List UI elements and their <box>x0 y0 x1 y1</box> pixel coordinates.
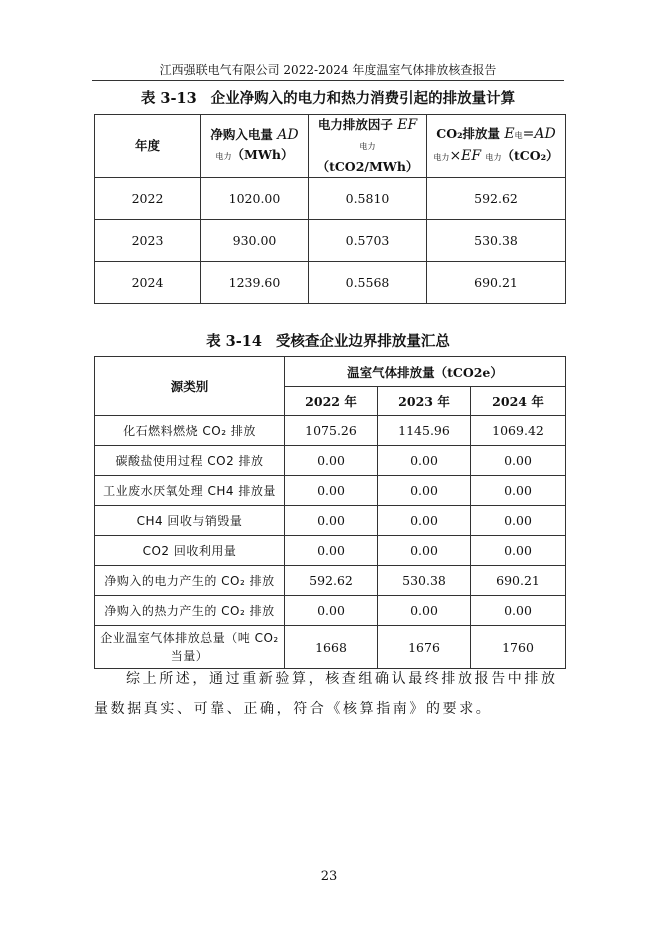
total-2024-cell: 1760 <box>471 626 566 669</box>
page-header: 江西强联电气有限公司 2022-2024 年度温室气体排放核查报告 <box>159 63 497 77</box>
value-2022-cell: 592.62 <box>285 566 378 596</box>
ad-symbol: AD <box>277 127 299 143</box>
table-row <box>95 262 566 304</box>
value-2024-cell: 0.00 <box>471 446 566 476</box>
table1-header-row <box>95 115 566 178</box>
ad-cell: 1239.60 <box>201 262 309 304</box>
ad-cell: 930.00 <box>201 220 309 262</box>
value-2022-cell: 1075.26 <box>285 416 378 446</box>
value-2024-cell: 1069.42 <box>471 416 566 446</box>
table1-caption-number: 表 3-13 <box>140 90 197 107</box>
table1-header-emission <box>427 115 566 178</box>
emission-cell: 592.62 <box>427 178 566 220</box>
value-2023-cell: 1145.96 <box>378 416 471 446</box>
value-2022-cell: 0.00 <box>285 596 378 626</box>
value-2024-cell: 0.00 <box>471 536 566 566</box>
ad-subscript: 电力 <box>215 152 232 161</box>
em-unit: （tCO₂） <box>501 148 559 163</box>
ef-cell: 0.5703 <box>309 220 427 262</box>
table2-header-2024: 2024 年 <box>471 387 566 416</box>
emission-summary-table <box>94 356 566 669</box>
table-row <box>95 596 566 626</box>
value-2022-cell: 0.00 <box>285 506 378 536</box>
table2-caption-title: 受核查企业边界排放量汇总 <box>275 333 450 350</box>
em-label: CO₂排放量 <box>436 126 501 141</box>
value-2022-cell: 0.00 <box>285 536 378 566</box>
table1-header-ef <box>309 115 427 178</box>
table2-header-group: 温室气体排放量（tCO2e） <box>285 357 566 387</box>
value-2023-cell: 0.00 <box>378 506 471 536</box>
total-2023-cell: 1676 <box>378 626 471 669</box>
value-2023-cell: 0.00 <box>378 536 471 566</box>
value-2024-cell: 0.00 <box>471 476 566 506</box>
table1-header-ad <box>201 115 309 178</box>
table-row <box>95 566 566 596</box>
ef-unit: （tCO2/MWh） <box>316 159 419 174</box>
value-2023-cell: 0.00 <box>378 476 471 506</box>
table-row <box>95 506 566 536</box>
value-2024-cell: 0.00 <box>471 506 566 536</box>
source-cell: 净购入的热力产生的 CO₂ 排放 <box>95 596 285 626</box>
em-subscript-1: 电 <box>514 131 523 140</box>
value-2023-cell: 0.00 <box>378 446 471 476</box>
conclusion-paragraph: 综上所述，通过重新验算，核查组确认最终排放报告中排放量数据真实、可靠、正确，符合《核算指南》的要求。 <box>94 671 558 717</box>
total-source-line2: 当量） <box>170 649 209 663</box>
source-cell: CH4 回收与销毁量 <box>95 506 285 536</box>
table2-caption-number: 表 3-14 <box>206 333 262 350</box>
source-cell: 碳酸盐使用过程 CO2 排放 <box>95 446 285 476</box>
ef-cell: 0.5810 <box>309 178 427 220</box>
table1-caption-title: 企业净购入的电力和热力消费引起的排放量计算 <box>210 90 516 107</box>
year-cell: 2024 <box>95 262 201 304</box>
page-number: 23 <box>320 869 338 884</box>
source-cell: 净购入的电力产生的 CO₂ 排放 <box>95 566 285 596</box>
value-2022-cell: 0.00 <box>285 446 378 476</box>
table-row <box>95 446 566 476</box>
em-subscript-2: 电力 <box>433 153 450 162</box>
emission-cell: 530.38 <box>427 220 566 262</box>
table-row <box>95 536 566 566</box>
table2-header-2022: 2022 年 <box>285 387 378 416</box>
total-2022-cell: 1668 <box>285 626 378 669</box>
header-rule <box>92 80 564 81</box>
total-row <box>95 626 566 669</box>
ef-subscript: 电力 <box>359 142 376 151</box>
ad-cell: 1020.00 <box>201 178 309 220</box>
source-cell: 工业废水厌氧处理 CH4 排放量 <box>95 476 285 506</box>
value-2023-cell: 0.00 <box>378 596 471 626</box>
em-symbol: E <box>504 126 515 142</box>
electricity-emission-table <box>94 114 566 304</box>
table1-header-year: 年度 <box>95 115 201 178</box>
table2-caption <box>92 333 564 351</box>
value-2022-cell: 0.00 <box>285 476 378 506</box>
ad-unit: （MWh） <box>231 147 294 162</box>
table-row <box>95 416 566 446</box>
year-cell: 2022 <box>95 178 201 220</box>
total-source-line1: 企业温室气体排放总量（吨 CO₂ <box>100 631 279 645</box>
value-2024-cell: 690.21 <box>471 566 566 596</box>
table-row <box>95 220 566 262</box>
table-row <box>95 476 566 506</box>
table2-header-2023: 2023 年 <box>378 387 471 416</box>
table2-header-source: 源类别 <box>95 357 285 416</box>
ef-cell: 0.5568 <box>309 262 427 304</box>
table1-caption <box>92 90 564 108</box>
total-source-cell <box>95 626 285 669</box>
ef-symbol: EF <box>397 117 418 133</box>
source-cell: 化石燃料燃烧 CO₂ 排放 <box>95 416 285 446</box>
ef-label: 电力排放因子 <box>317 117 393 132</box>
em-subscript-3: 电力 <box>485 153 502 162</box>
table-row <box>95 178 566 220</box>
ad-label: 净购入电量 <box>210 127 273 142</box>
em-formula-1: =AD <box>522 126 556 142</box>
source-cell: CO2 回收利用量 <box>95 536 285 566</box>
value-2023-cell: 530.38 <box>378 566 471 596</box>
year-cell: 2023 <box>95 220 201 262</box>
em-formula-2: ×EF <box>449 148 482 164</box>
table2-header-row <box>95 357 566 387</box>
emission-cell: 690.21 <box>427 262 566 304</box>
value-2024-cell: 0.00 <box>471 596 566 626</box>
